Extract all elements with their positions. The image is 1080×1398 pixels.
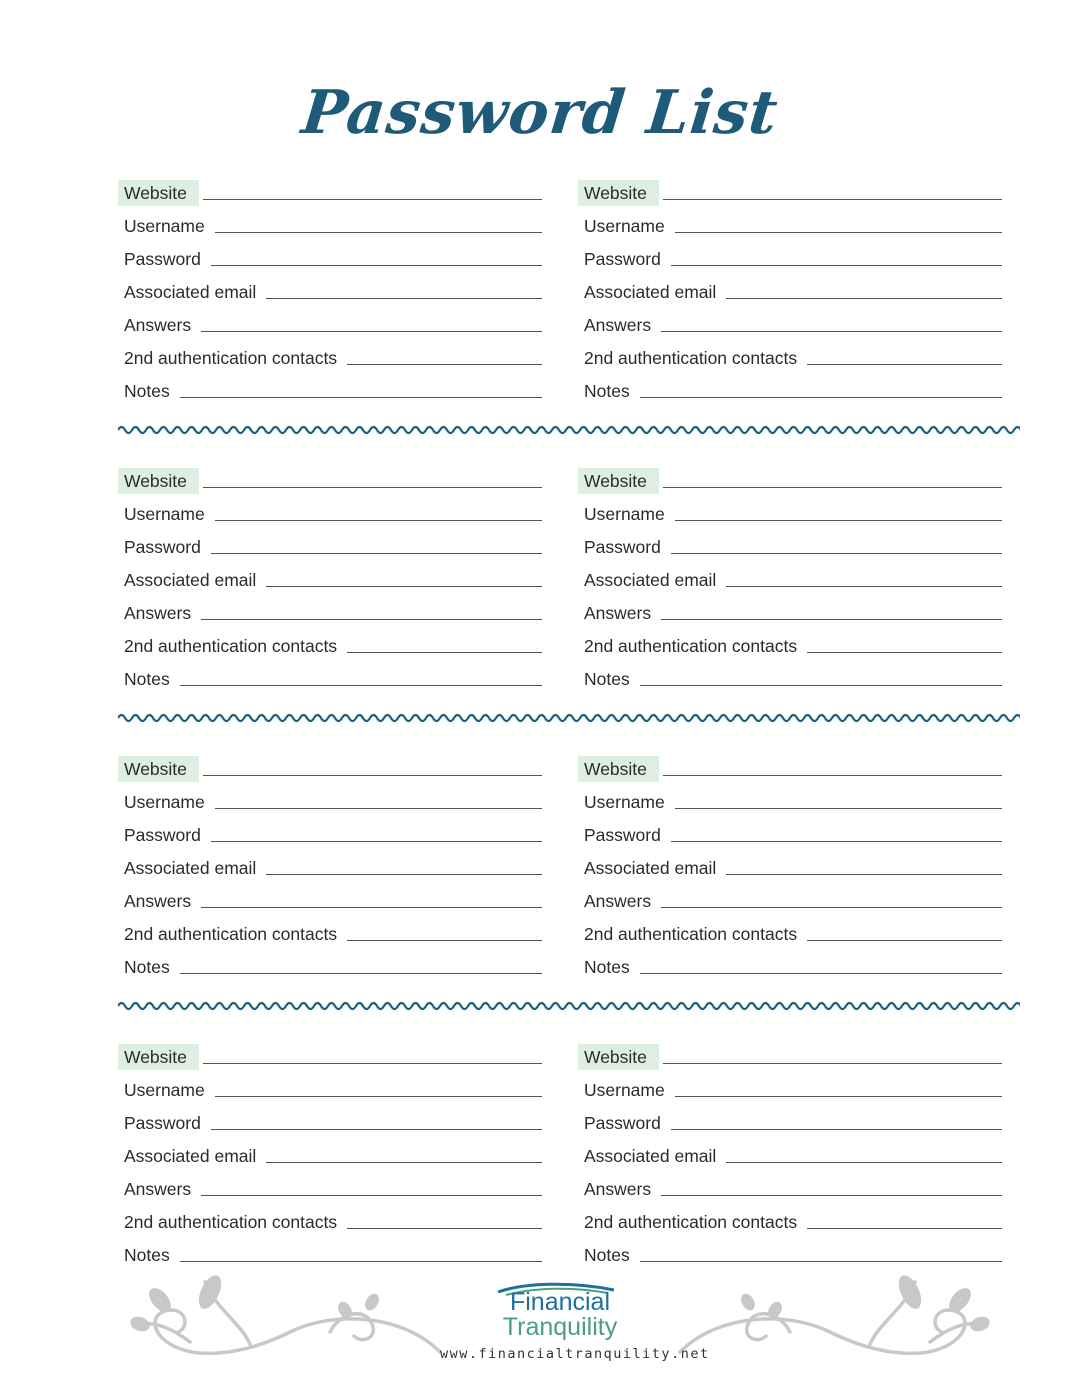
password-entry-6 — [578, 749, 1002, 980]
fill-line-password[interactable] — [671, 265, 1002, 266]
fill-line-notes[interactable] — [180, 685, 542, 686]
field-row-associated-email — [118, 848, 542, 881]
fill-line-website[interactable] — [663, 199, 1002, 200]
fill-line-website[interactable] — [663, 775, 1002, 776]
fill-line-answers[interactable] — [201, 907, 542, 908]
field-label-second-auth: 2nd authentication contacts — [584, 924, 798, 944]
field-row-username — [578, 782, 1002, 815]
field-row-associated-email — [578, 560, 1002, 593]
field-label-associated-email: Associated email — [124, 858, 257, 878]
fill-line-answers[interactable] — [661, 1195, 1002, 1196]
fill-line-website[interactable] — [663, 487, 1002, 488]
field-row-answers — [118, 1169, 542, 1202]
field-row-username — [578, 494, 1002, 527]
field-label-second-auth: 2nd authentication contacts — [584, 348, 798, 368]
brand-name-line2: Tranquility — [502, 1313, 618, 1341]
password-entry-4 — [578, 461, 1002, 692]
field-row-website — [578, 749, 1002, 782]
password-entry-3 — [118, 461, 542, 692]
fill-line-password[interactable] — [211, 841, 542, 842]
fill-line-answers[interactable] — [661, 619, 1002, 620]
fill-line-password[interactable] — [671, 1129, 1002, 1130]
field-label-password: Password — [584, 1113, 661, 1133]
fill-line-notes[interactable] — [180, 973, 542, 974]
field-row-second-auth — [118, 1202, 542, 1235]
field-row-password — [578, 527, 1002, 560]
fill-line-answers[interactable] — [201, 331, 542, 332]
field-row-associated-email — [118, 1136, 542, 1169]
field-row-answers — [578, 881, 1002, 914]
fill-line-website[interactable] — [203, 487, 542, 488]
field-label-username: Username — [584, 216, 665, 236]
field-label-notes: Notes — [584, 669, 630, 689]
fill-line-website[interactable] — [203, 199, 542, 200]
fill-line-username[interactable] — [675, 1096, 1002, 1097]
fill-line-second-auth[interactable] — [347, 364, 542, 365]
page-title: Password List — [298, 78, 782, 148]
field-row-notes — [578, 947, 1002, 980]
field-label-associated-email: Associated email — [584, 858, 717, 878]
fill-line-answers[interactable] — [201, 1195, 542, 1196]
field-row-second-auth — [118, 338, 542, 371]
field-label-password: Password — [584, 537, 661, 557]
fill-line-website[interactable] — [663, 1063, 1002, 1064]
field-row-website — [118, 749, 542, 782]
field-label-password: Password — [584, 249, 661, 269]
field-label-username: Username — [584, 1080, 665, 1100]
fill-line-username[interactable] — [215, 1096, 542, 1097]
field-row-second-auth — [578, 626, 1002, 659]
field-label-website: Website — [118, 756, 199, 782]
field-row-answers — [578, 593, 1002, 626]
field-row-second-auth — [118, 626, 542, 659]
field-row-second-auth — [578, 338, 1002, 371]
field-label-second-auth: 2nd authentication contacts — [124, 1212, 338, 1232]
field-label-second-auth: 2nd authentication contacts — [584, 636, 798, 656]
field-label-associated-email: Associated email — [124, 570, 257, 590]
fill-line-answers[interactable] — [661, 331, 1002, 332]
fill-line-username[interactable] — [675, 232, 1002, 233]
field-label-second-auth: 2nd authentication contacts — [584, 1212, 798, 1232]
field-label-password: Password — [124, 537, 201, 557]
field-row-second-auth — [578, 914, 1002, 947]
fill-line-second-auth[interactable] — [807, 364, 1002, 365]
field-row-username — [578, 1070, 1002, 1103]
field-row-associated-email — [578, 848, 1002, 881]
field-row-answers — [578, 1169, 1002, 1202]
field-label-website: Website — [118, 1044, 199, 1070]
fill-line-second-auth[interactable] — [347, 1228, 542, 1229]
fill-line-username[interactable] — [675, 520, 1002, 521]
fill-line-associated-email[interactable] — [726, 1162, 1002, 1163]
right-vine-icon — [680, 1282, 980, 1353]
field-label-notes: Notes — [584, 1245, 630, 1265]
field-row-notes — [578, 371, 1002, 404]
field-label-username: Username — [584, 504, 665, 524]
password-entry-5 — [118, 749, 542, 980]
field-row-associated-email — [118, 560, 542, 593]
field-label-notes: Notes — [124, 669, 170, 689]
field-label-username: Username — [124, 504, 205, 524]
fill-line-associated-email[interactable] — [266, 298, 542, 299]
field-row-notes — [578, 659, 1002, 692]
field-label-answers: Answers — [124, 1179, 192, 1199]
field-row-website — [578, 173, 1002, 206]
field-row-associated-email — [578, 272, 1002, 305]
field-label-username: Username — [124, 216, 205, 236]
fill-line-notes[interactable] — [640, 973, 1002, 974]
field-row-answers — [578, 305, 1002, 338]
field-row-password — [118, 1103, 542, 1136]
field-label-associated-email: Associated email — [124, 282, 257, 302]
fill-line-associated-email[interactable] — [266, 1162, 542, 1163]
fill-line-username[interactable] — [215, 232, 542, 233]
fill-line-associated-email[interactable] — [726, 298, 1002, 299]
wave-divider-2 — [118, 711, 1020, 725]
field-row-website — [118, 173, 542, 206]
field-row-username — [118, 494, 542, 527]
left-vine-icon — [140, 1282, 440, 1353]
field-row-website — [118, 1037, 542, 1070]
field-label-answers: Answers — [584, 315, 652, 335]
fill-line-password[interactable] — [211, 265, 542, 266]
password-entry-7 — [118, 1037, 542, 1268]
field-row-website — [578, 461, 1002, 494]
field-label-associated-email: Associated email — [124, 1146, 257, 1166]
field-label-answers: Answers — [124, 315, 192, 335]
field-row-password — [118, 527, 542, 560]
brand-logo — [440, 1288, 710, 1362]
field-label-associated-email: Associated email — [584, 570, 717, 590]
fill-line-associated-email[interactable] — [726, 586, 1002, 587]
fill-line-associated-email[interactable] — [726, 874, 1002, 875]
field-row-associated-email — [578, 1136, 1002, 1169]
fill-line-second-auth[interactable] — [807, 652, 1002, 653]
field-label-second-auth: 2nd authentication contacts — [124, 636, 338, 656]
field-label-website: Website — [118, 180, 199, 206]
fill-line-website[interactable] — [203, 1063, 542, 1064]
field-label-notes: Notes — [124, 381, 170, 401]
field-row-username — [118, 782, 542, 815]
field-row-password — [118, 239, 542, 272]
fill-line-notes[interactable] — [640, 397, 1002, 398]
field-label-website: Website — [578, 468, 659, 494]
field-label-notes: Notes — [584, 381, 630, 401]
fill-line-password[interactable] — [211, 1129, 542, 1130]
wave-divider-1 — [118, 423, 1020, 437]
field-label-second-auth: 2nd authentication contacts — [124, 924, 338, 944]
fill-line-password[interactable] — [671, 841, 1002, 842]
field-label-username: Username — [584, 792, 665, 812]
field-row-associated-email — [118, 272, 542, 305]
field-row-password — [578, 1103, 1002, 1136]
field-label-notes: Notes — [584, 957, 630, 977]
field-label-website: Website — [578, 756, 659, 782]
fill-line-second-auth[interactable] — [807, 940, 1002, 941]
field-row-password — [578, 815, 1002, 848]
field-row-password — [118, 815, 542, 848]
field-label-website: Website — [578, 1044, 659, 1070]
field-label-username: Username — [124, 792, 205, 812]
field-row-second-auth — [118, 914, 542, 947]
field-label-password: Password — [124, 249, 201, 269]
field-label-notes: Notes — [124, 1245, 170, 1265]
field-label-answers: Answers — [584, 1179, 652, 1199]
field-label-password: Password — [124, 1113, 201, 1133]
field-row-username — [118, 1070, 542, 1103]
fill-line-answers[interactable] — [201, 619, 542, 620]
field-label-associated-email: Associated email — [584, 282, 717, 302]
fill-line-website[interactable] — [203, 775, 542, 776]
field-label-answers: Answers — [584, 891, 652, 911]
field-label-website: Website — [118, 468, 199, 494]
fill-line-username[interactable] — [215, 808, 542, 809]
field-row-website — [578, 1037, 1002, 1070]
fill-line-notes[interactable] — [640, 685, 1002, 686]
fill-line-username[interactable] — [215, 520, 542, 521]
brand-url: www.financialtranquility.net — [440, 1346, 710, 1362]
field-label-notes: Notes — [124, 957, 170, 977]
fill-line-second-auth[interactable] — [807, 1228, 1002, 1229]
fill-line-associated-email[interactable] — [266, 874, 542, 875]
field-row-notes — [118, 659, 542, 692]
field-row-answers — [118, 881, 542, 914]
password-entry-1 — [118, 173, 542, 404]
fill-line-second-auth[interactable] — [347, 652, 542, 653]
field-row-notes — [118, 371, 542, 404]
field-row-notes — [118, 1235, 542, 1268]
wave-divider-3 — [118, 999, 1020, 1013]
brand-name-line1: Financial — [509, 1288, 611, 1316]
fill-line-second-auth[interactable] — [347, 940, 542, 941]
fill-line-answers[interactable] — [661, 907, 1002, 908]
field-label-website: Website — [578, 180, 659, 206]
fill-line-notes[interactable] — [180, 397, 542, 398]
field-label-second-auth: 2nd authentication contacts — [124, 348, 338, 368]
fill-line-notes[interactable] — [180, 1261, 542, 1262]
field-row-answers — [118, 305, 542, 338]
field-label-username: Username — [124, 1080, 205, 1100]
field-row-website — [118, 461, 542, 494]
field-label-associated-email: Associated email — [584, 1146, 717, 1166]
field-row-notes — [118, 947, 542, 980]
field-row-second-auth — [578, 1202, 1002, 1235]
field-row-notes — [578, 1235, 1002, 1268]
field-label-answers: Answers — [584, 603, 652, 623]
password-entry-8 — [578, 1037, 1002, 1268]
field-label-password: Password — [124, 825, 201, 845]
fill-line-password[interactable] — [211, 553, 542, 554]
field-row-password — [578, 239, 1002, 272]
fill-line-username[interactable] — [675, 808, 1002, 809]
fill-line-password[interactable] — [671, 553, 1002, 554]
fill-line-notes[interactable] — [640, 1261, 1002, 1262]
field-label-answers: Answers — [124, 891, 192, 911]
field-row-answers — [118, 593, 542, 626]
field-label-answers: Answers — [124, 603, 192, 623]
field-row-username — [118, 206, 542, 239]
fill-line-associated-email[interactable] — [266, 586, 542, 587]
field-label-password: Password — [584, 825, 661, 845]
field-row-username — [578, 206, 1002, 239]
password-entry-2 — [578, 173, 1002, 404]
